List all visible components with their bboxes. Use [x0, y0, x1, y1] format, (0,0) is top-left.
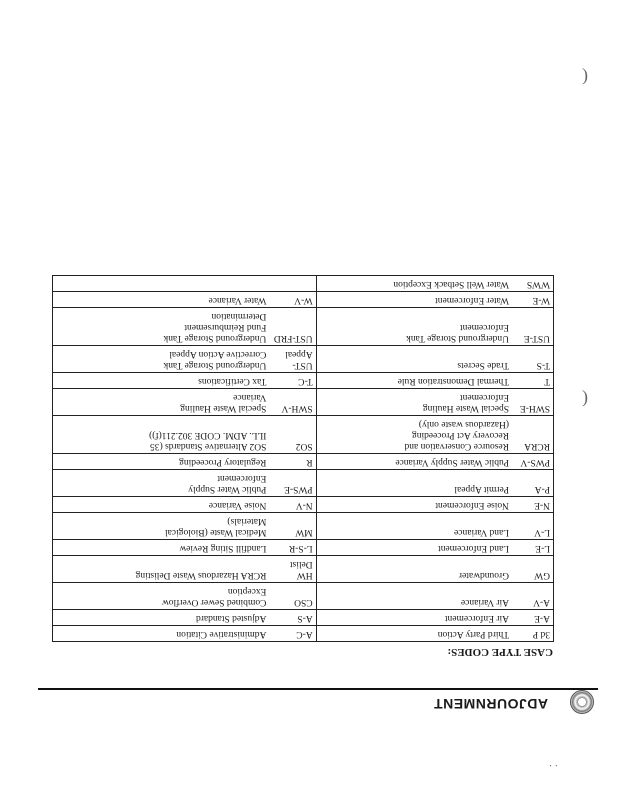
- code-cell: HW Delist: [269, 556, 316, 583]
- code-cell: PWS-V: [512, 454, 553, 470]
- code-cell: PWS-E: [269, 470, 316, 497]
- code-cell: [269, 276, 316, 292]
- table-row: [53, 583, 554, 610]
- description-cell: [53, 276, 270, 292]
- description-cell: Tax Certifications: [53, 373, 270, 389]
- description-cell: Noise Enforcement: [316, 497, 512, 513]
- case-type-codes-table: [52, 275, 554, 642]
- description-cell: Noise Variance: [53, 497, 270, 513]
- description-cell: Water Enforcement: [316, 292, 512, 308]
- description-cell: SO2 Alternative Standards (35 ILL. ADM. CODE 302.211(f)): [53, 416, 270, 454]
- table-row: [53, 346, 554, 373]
- table-row: [53, 610, 554, 626]
- description-cell: Underground Storage Tank Fund Reimbursement Determination: [53, 308, 270, 346]
- code-cell: W-E: [512, 292, 553, 308]
- code-cell: WWS: [512, 276, 553, 292]
- description-cell: RCRA Hazardous Waste Delisting: [53, 556, 270, 583]
- description-cell: Water Well Setback Exception: [316, 276, 512, 292]
- code-cell: T-S: [512, 346, 553, 373]
- description-cell: Medical Waste (Biological Materials): [53, 513, 270, 540]
- table-row: [53, 373, 554, 389]
- table-row: [53, 470, 554, 497]
- description-cell: Thermal Demonstration Rule: [316, 373, 512, 389]
- code-cell: SO2: [269, 416, 316, 454]
- code-cell: RCRA: [512, 416, 553, 454]
- description-cell: Groundwater: [316, 556, 512, 583]
- heading-rule: [38, 688, 598, 690]
- table-row: [53, 540, 554, 556]
- description-cell: Regulatory Proceeding: [53, 454, 270, 470]
- code-cell: W-V: [269, 292, 316, 308]
- table-row: [53, 556, 554, 583]
- code-cell: N-E: [512, 497, 553, 513]
- margin-mark-icon: (: [582, 68, 588, 88]
- code-cell: L-V: [512, 513, 553, 540]
- code-cell: UST-E: [512, 308, 553, 346]
- description-cell: Air Enforcement: [316, 610, 512, 626]
- table-row: [53, 454, 554, 470]
- description-cell: Special Waste Hauling Enforcement: [316, 389, 512, 416]
- code-cell: T-C: [269, 373, 316, 389]
- code-cell: MW: [269, 513, 316, 540]
- code-cell: A-E: [512, 610, 553, 626]
- code-cell: SWH-E: [512, 389, 553, 416]
- code-cell: GW: [512, 556, 553, 583]
- page-heading: ADJOURNMENT: [433, 696, 548, 712]
- description-cell: Trade Secrets: [316, 346, 512, 373]
- code-cell: L-E: [512, 540, 553, 556]
- description-cell: Public Water Supply Enforcement: [53, 470, 270, 497]
- section-caption: CASE TYPE CODES:: [447, 646, 553, 658]
- code-cell: A-V: [512, 583, 553, 610]
- description-cell: Land Enforcement: [316, 540, 512, 556]
- table-row: [53, 389, 554, 416]
- table-row: [53, 513, 554, 540]
- code-cell: P-A: [512, 470, 553, 497]
- description-cell: Third Party Action: [316, 626, 512, 642]
- description-cell: Underground Storage Tank Corrective Action Appeal: [53, 346, 270, 373]
- description-cell: Special Waste Hauling Variance: [53, 389, 270, 416]
- code-cell: A-S: [269, 610, 316, 626]
- code-cell: UST-FRD: [269, 308, 316, 346]
- description-cell: Landfill Siting Review: [53, 540, 270, 556]
- code-cell: R: [269, 454, 316, 470]
- table-row: [53, 276, 554, 292]
- code-cell: A-C: [269, 626, 316, 642]
- code-cell: CSO: [269, 583, 316, 610]
- description-cell: Resource Conservation and Recovery Act Proceeding (Hazardous waste only): [316, 416, 512, 454]
- description-cell: Permit Appeal: [316, 470, 512, 497]
- description-cell: Public Water Supply Variance: [316, 454, 512, 470]
- table-row: [53, 626, 554, 642]
- table-row: [53, 308, 554, 346]
- description-cell: Land Variance: [316, 513, 512, 540]
- table-row: [53, 416, 554, 454]
- description-cell: Water Variance: [53, 292, 270, 308]
- code-cell: N-V: [269, 497, 316, 513]
- code-cell: 3d P: [512, 626, 553, 642]
- description-cell: Air Variance: [316, 583, 512, 610]
- code-cell: T: [512, 373, 553, 389]
- description-cell: Combined Sewer Overflow Exception: [53, 583, 270, 610]
- seal-icon: [570, 690, 594, 714]
- code-cell: SWH-V: [269, 389, 316, 416]
- margin-mark-icon: (: [582, 390, 588, 410]
- code-cell: UST-Appeal: [269, 346, 316, 373]
- table-row: [53, 497, 554, 513]
- code-cell: L-S-R: [269, 540, 316, 556]
- description-cell: Underground Storage Tank Enforcement: [316, 308, 512, 346]
- description-cell: Administrative Citation: [53, 626, 270, 642]
- scan-speck-icon: · ·: [548, 759, 558, 770]
- table-row: [53, 292, 554, 308]
- description-cell: Adjusted Standard: [53, 610, 270, 626]
